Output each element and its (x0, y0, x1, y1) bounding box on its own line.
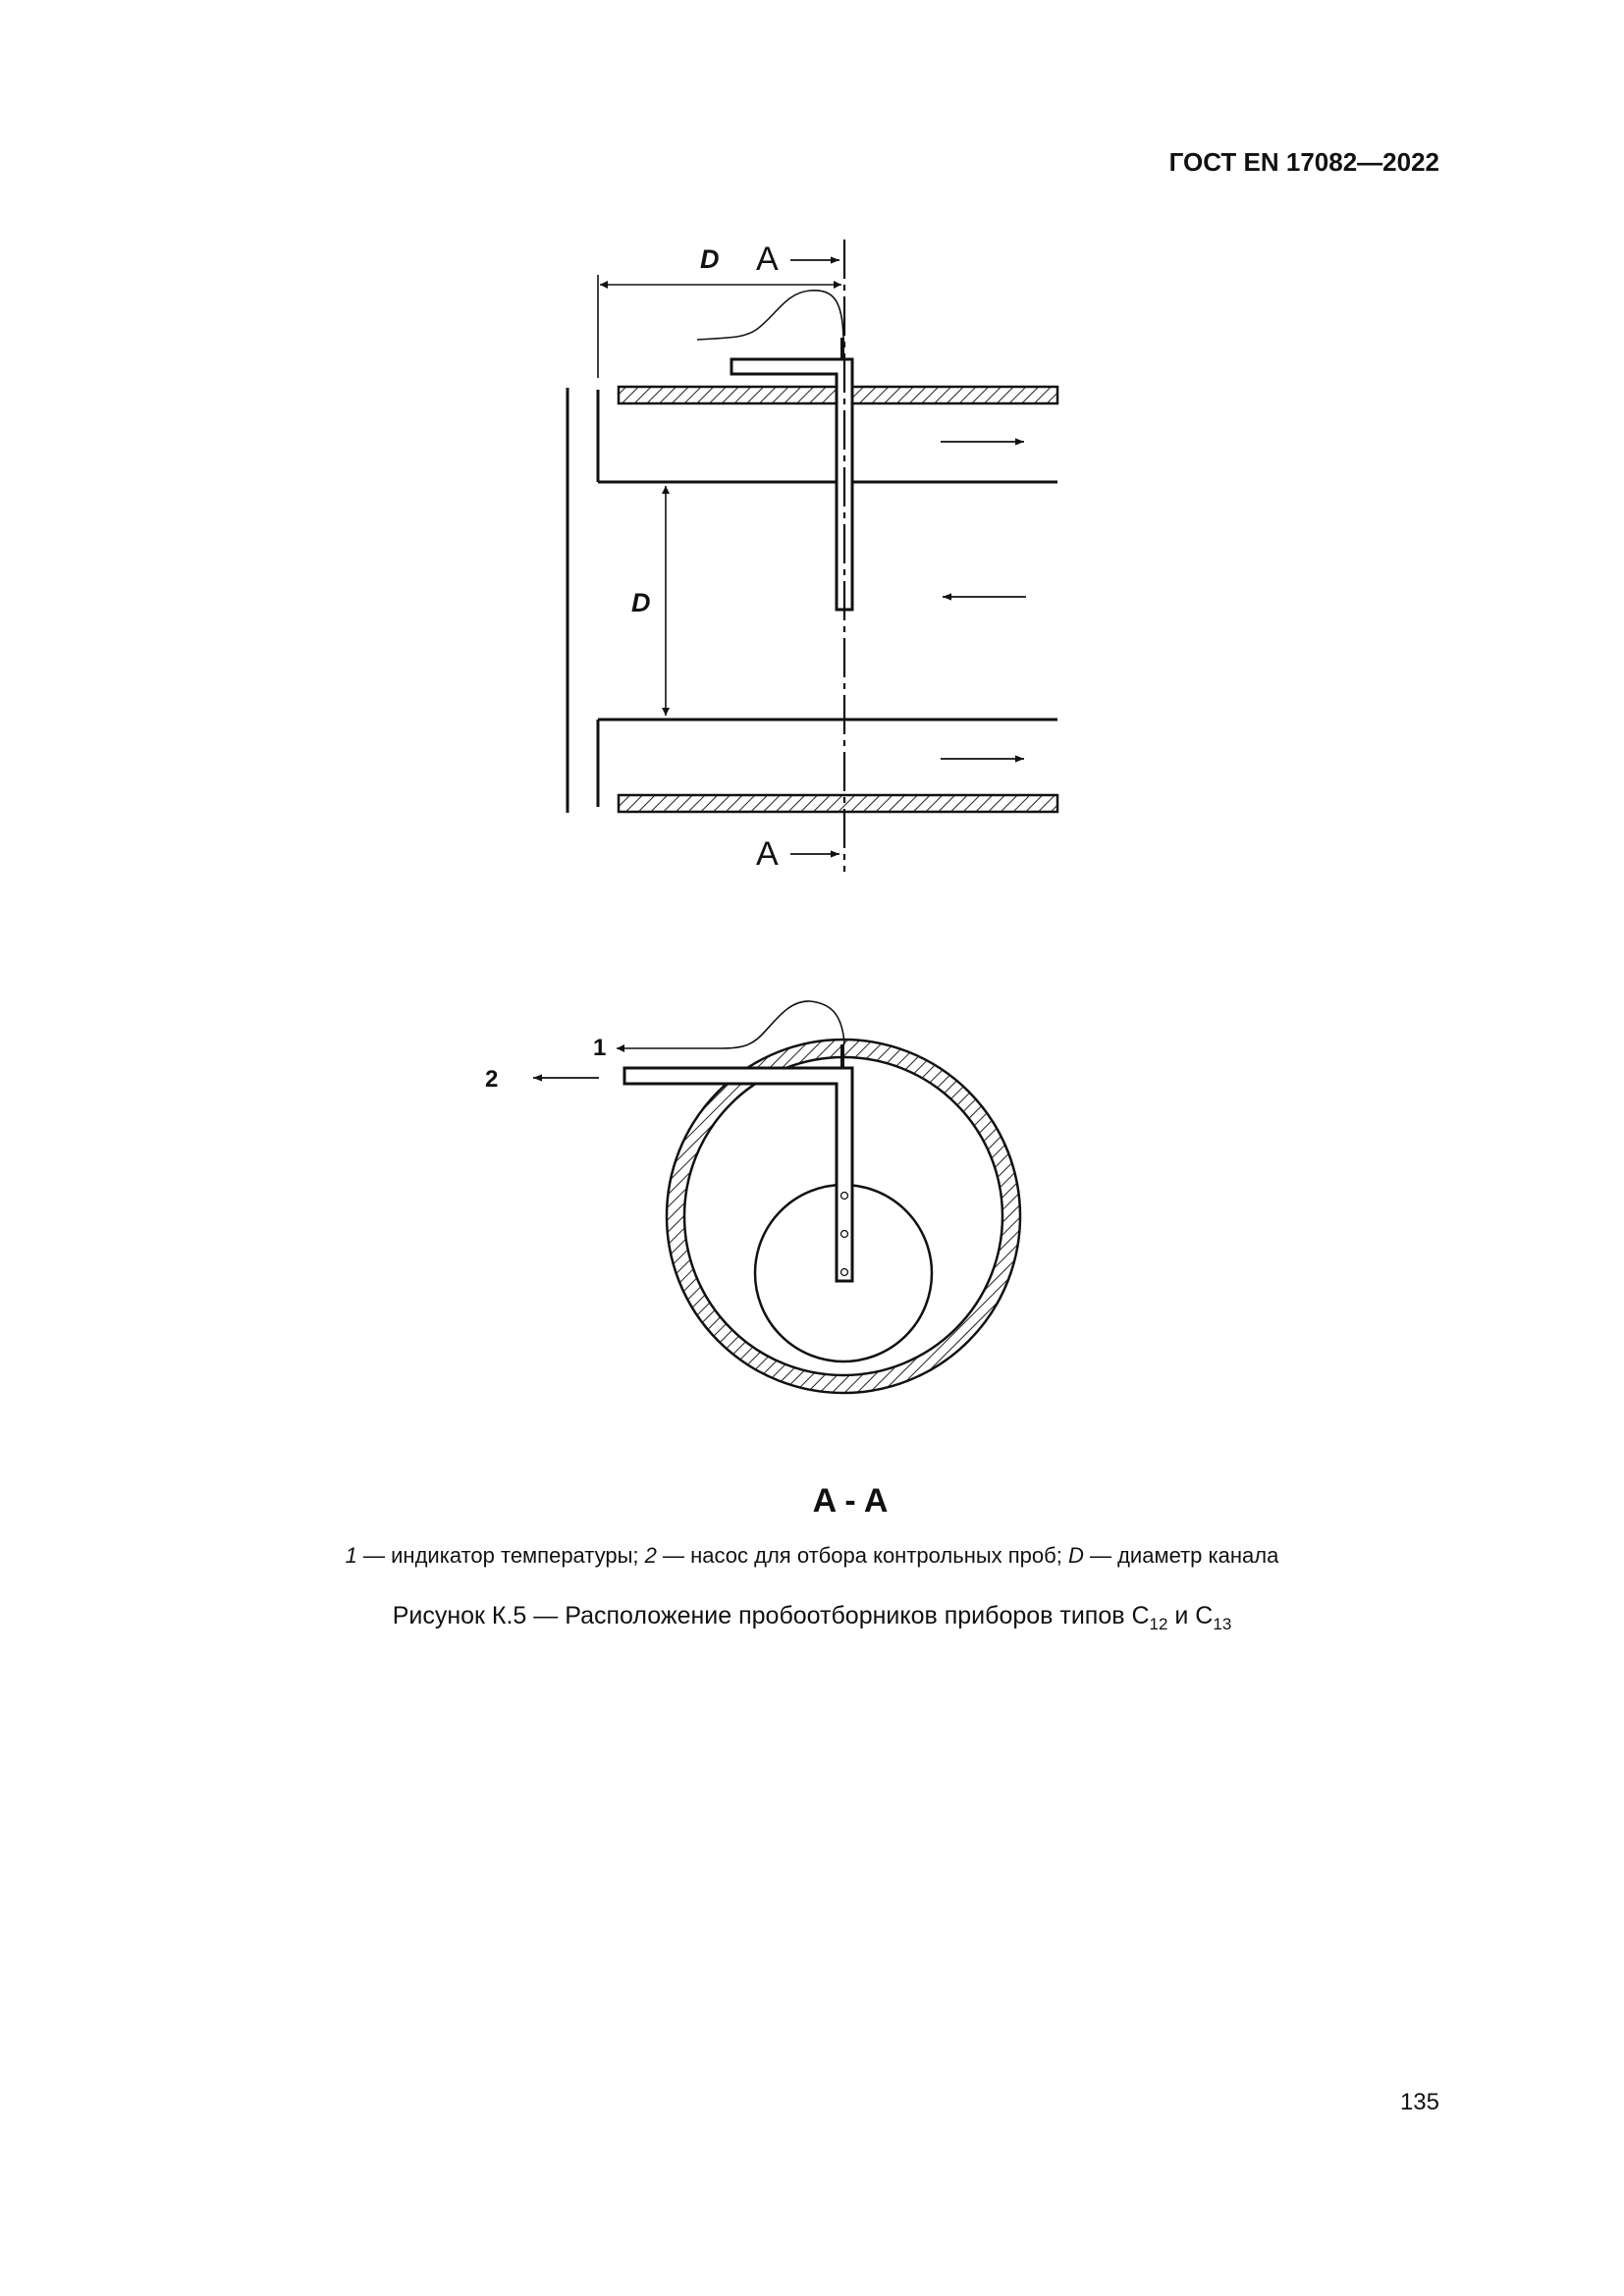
thermocouple-wire-section (617, 1001, 844, 1048)
legend-text-2: — насос для отбора контрольных проб; (656, 1543, 1068, 1568)
section-mark-bottom: A (756, 835, 779, 873)
probe-hole-2 (841, 1231, 848, 1238)
page-number: 135 (1399, 2089, 1439, 2115)
caption-text: Рисунок К.5 — Расположение пробоотборников приборов типов С (392, 1602, 1150, 1629)
section-title: A - A (812, 1482, 889, 1520)
legend-key-2: 2 (644, 1543, 657, 1568)
callout-2-label: 2 (485, 1066, 499, 1093)
caption-sub-2: 13 (1213, 1615, 1232, 1633)
section-mark-top: A (756, 240, 779, 278)
callout-1-label: 1 (593, 1035, 607, 1061)
probe-hole-3 (841, 1269, 848, 1276)
thermocouple-stub-section (840, 1044, 844, 1068)
figure-legend (0, 1543, 1624, 1569)
longitudinal-section (568, 240, 1057, 872)
outer-wall-bottom (619, 795, 1057, 812)
caption-conj: и С (1167, 1602, 1214, 1629)
caption-sub-1: 12 (1149, 1615, 1168, 1633)
legend-key-1: 1 (345, 1543, 357, 1568)
thermocouple-wire (697, 291, 843, 340)
probe-hole-1 (841, 1193, 848, 1200)
cross-section (533, 1001, 1020, 1393)
legend-key-d: D (1067, 1543, 1084, 1568)
top-dim-label: D (700, 244, 720, 274)
legend-text-3: — диаметр канала (1083, 1543, 1279, 1568)
legend-text-1: — индикатор температуры; (356, 1543, 645, 1568)
diameter-dim-label: D (631, 588, 651, 617)
document-code: ГОСТ EN 17082—2022 (1168, 147, 1439, 177)
figure-caption (0, 1602, 1624, 1634)
